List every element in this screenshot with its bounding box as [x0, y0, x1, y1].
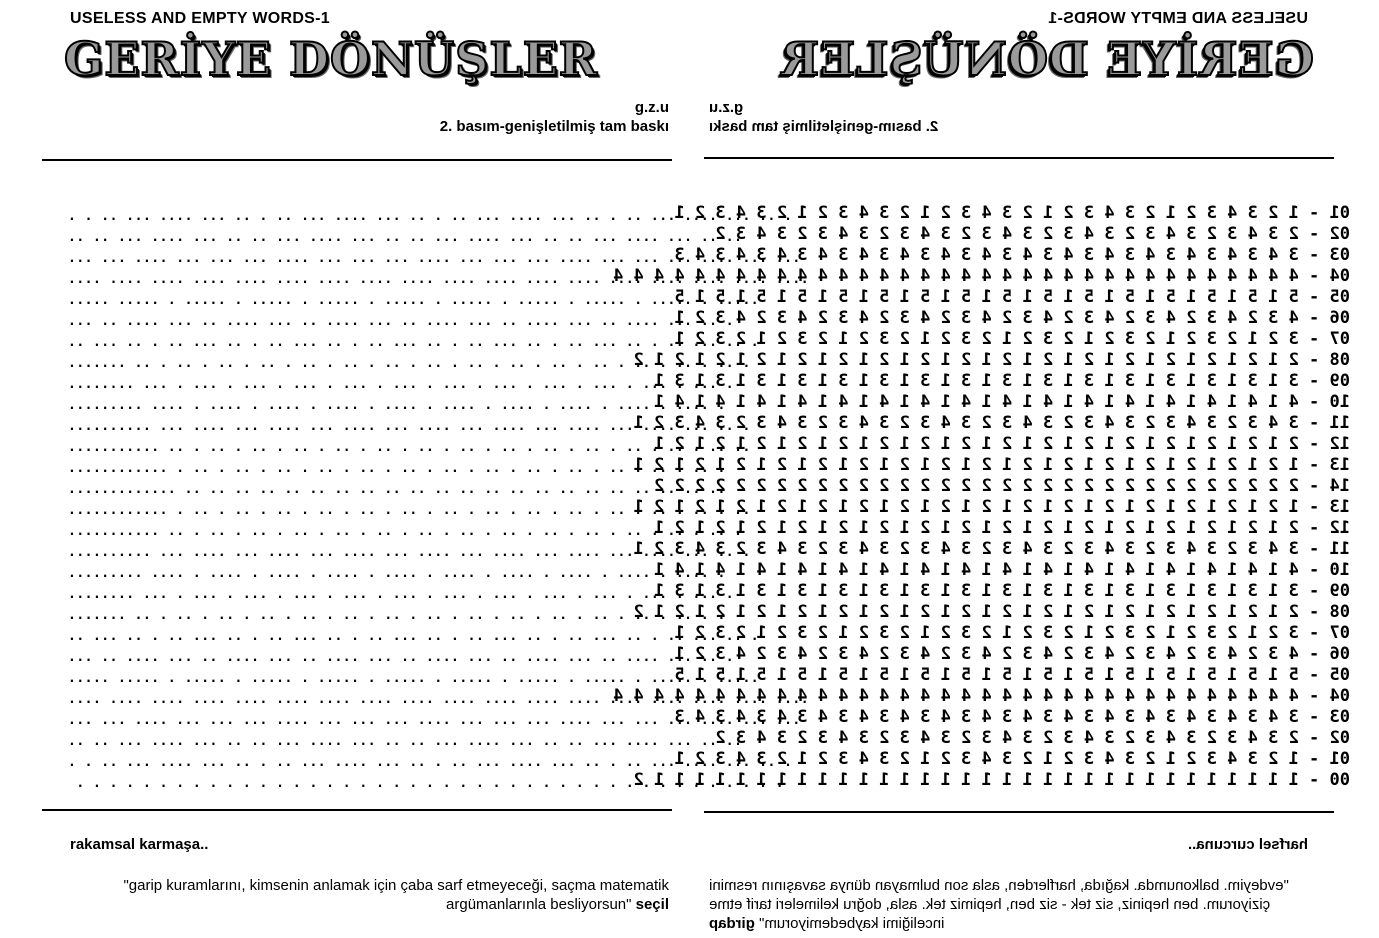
number-row: 05 - 5 1 5 1 5 1 5 1 5 1 5 1 5 1 5 1 5 1 5 1 5 1 5 1 5 1 5 1 5 1 5	[674, 287, 1350, 307]
dot-row: .. .. ... .... ... .. .. ... .... ... .. .. ... .... ... .. .. ... .... ... .. ..	[68, 230, 743, 245]
number-row: 14 - 2 2 2 2 2 2 2 2 2 2 2 2 2 2 2 2 2 2 2 2 2 2 2 2 2 2 2 2 2 2 2 2	[654, 476, 1350, 496]
dot-row: ........... .. . .. . .. . .. . .. . .. . .. . .. . .. . .. . .. . .. . .. . .. ..	[68, 440, 751, 455]
number-row: 06 - 4 3 2 4 3 2 4 3 2 4 3 2 4 3 2 4 3 2 4 3 2 4 3 2 4 3 2 4 3 2 1	[674, 644, 1350, 664]
edition-note: 2. basım-genişletilmiş tam baskı	[439, 118, 669, 135]
dot-row: ............ . .. . .. . .. . .. . .. . .. . .. . .. . .. . .. . .. . .. . .. .	[68, 461, 726, 476]
dot-row: . . . . . . . . . . . . . . . . . . . . . . . . . . . . . . . . . . . . . . . . . . .	[68, 776, 785, 791]
dot-row: ......... .... . .... . .... . .... . .... . .... . .... . .... . .... . .... .	[68, 398, 726, 413]
number-row: 12 - 2 1 2 1 2 1 2 1 2 1 2 1 2 1 2 1 2 1 2 1 2 1 2 1 2 1 2 1 2 1 2 1	[654, 434, 1350, 454]
dot-row: .. ... .. . .. ... .. . .. ... .. . .. ... .. . .. ... .. . .. ... .. . .. ... .. .	[68, 335, 760, 350]
number-row: 12 - 2 1 2 1 2 1 2 1 2 1 2 1 2 1 2 1 2 1 2 1 2 1 2 1 2 1 2 1 2 1 2 1	[654, 518, 1350, 538]
number-row: 04 - 4 4 4 4 4 4 4 4 4 4 4 4 4 4 4 4 4 4 4 4 4 4 4 4 4 4 4 4 4 4 4 4 4 4	[613, 686, 1350, 706]
dot-pattern	[68, 206, 810, 794]
bottom-divider	[42, 809, 672, 811]
quote-text: "garip kuramlarını, kimsenin anlamak için çaba sarf etmeyeceği, saçma matematik argümanlarınla besliyorsun"	[123, 877, 669, 913]
dot-row: ... ... .... ... ... ... .... ... ... ... .... ... ... ... .... ... ... ... .... ... ...	[68, 251, 801, 266]
dot-row: ........... .. . .. . .. . .. . .. . .. . .. . .. . .. . .. . .. . .. . .. . .. .	[68, 524, 743, 539]
number-row: 06 - 4 3 2 4 3 2 4 3 2 4 3 2 4 3 2 4 3 2 4 3 2 4 3 2 4 3 2 4 3 2 1	[674, 308, 1350, 328]
dot-row: ... .. .... ... .. .... ... .. .... ... .. .... ... .. .... ... .. .... ... .. .	[68, 650, 735, 665]
book-title: GERİYE DÖNÜŞLER	[64, 32, 598, 86]
dot-row: ....... .. . .. . .. . .. . .. . .. . .. . .. . .. . .. . .. . .. . .. . .. . .. .	[68, 356, 751, 371]
section-title: rakamsal karmaşa..	[70, 836, 209, 853]
quote-author: seçil	[635, 896, 669, 913]
dot-row: ....... .. . .. . .. . .. . .. . .. . .. . .. . .. . .. . .. . .. . .. . .. . .	[68, 608, 726, 623]
dot-row: ..... ..... . ..... . ..... . ..... . ..... . ..... . ..... . ..... . ..... . .....	[68, 671, 760, 686]
number-row: 10 - 4 1 4 1 4 1 4 1 4 1 4 1 4 1 4 1 4 1 4 1 4 1 4 1 4 1 4 1 4 1 4 1	[654, 560, 1350, 580]
number-row: 00 - 1 1 1 1 1 1 1 1 1 1 1 1 1 1 1 1 1 1 1 1 1 1 1 1 1 1 1 1 1 1 1 1 2	[633, 770, 1350, 790]
dot-row: ......... .... . .... . .... . .... . .... . .... . .... . .... . .... . .... .	[68, 566, 726, 581]
number-row: 03 - 3 4 3 4 3 4 3 4 3 4 3 4 3 4 3 4 3 4 3 4 3 4 3 4 3 4 3 4 3 4 3	[674, 245, 1350, 265]
quote	[69, 876, 669, 914]
number-row: 13 - 1 2 1 2 1 2 1 2 1 2 1 2 1 2 1 2 1 2 1 2 1 2 1 2 1 2 1 2 1 2 1 2 1	[633, 497, 1350, 517]
dot-row: .......... ... .... ... .... ... .... ... .... ... .... ... .... ... .... ... .. .	[68, 545, 751, 560]
dot-row: ..... ..... . ..... . ..... . ..... . ..... . ..... . ..... . ..... . ..... . .....	[68, 293, 760, 308]
number-row: 02 - 2 3 4 3 2 3 4 3 2 3 4 3 2 3 4 3 2 3 4 3 2 3 4 3 2 3 4 3 2	[715, 224, 1350, 244]
dot-row: . . .. ... .... ... .. . .. ... .... ... .. . .. ... .... ... .. . .. ... .... ... .. .	[68, 755, 793, 770]
dot-row: .... .... .... .... .... .... .... .... .... .... .... .... .... .... .... .... .... ....	[68, 692, 810, 707]
number-row: 08 - 2 1 2 1 2 1 2 1 2 1 2 1 2 1 2 1 2 1 2 1 2 1 2 1 2 1 2 1 2 1 2 1 2	[633, 350, 1350, 370]
number-row: 02 - 2 3 4 3 2 3 4 3 2 3 4 3 2 3 4 3 2 3 4 3 2 3 4 3 2 3 4 3 2	[715, 728, 1350, 748]
number-row: 08 - 2 1 2 1 2 1 2 1 2 1 2 1 2 1 2 1 2 1 2 1 2 1 2 1 2 1 2 1 2 1 2 1 2	[633, 602, 1350, 622]
edition-note: 2. basım-genişletilmiş tam baskı	[709, 118, 939, 135]
dot-row: .. .. ... .... ... .. .. ... .... ... .. .. ... .... ... .. .. ... .... ... .. ..	[68, 734, 743, 749]
number-row: 10 - 4 1 4 1 4 1 4 1 4 1 4 1 4 1 4 1 4 1 4 1 4 1 4 1 4 1 4 1 4 1 4 1	[654, 392, 1350, 412]
series-title: USELESS AND EMPTY WORDS-1	[70, 10, 330, 27]
dot-row: ... .. .... ... .. .... ... .. .... ... .. .... ... .. .... ... .. .... ... .. .	[68, 314, 735, 329]
dot-row: .......... ... .... ... .... ... .... ... .... ... .... ... .... ... .... ... .. .	[68, 419, 751, 434]
quote	[709, 876, 1309, 933]
number-row: 01 - 1 2 3 4 3 2 1 2 3 4 3 2 1 2 3 4 3 2 1 2 3 4 3 2 1 2 3 4 3 2 1	[674, 749, 1350, 769]
number-row: 11 - 3 4 3 2 3 4 3 2 3 4 3 2 3 4 3 2 3 4 3 2 3 4 3 2 3 4 3 2 3 4 3 2 1	[633, 413, 1350, 433]
number-row: 09 - 3 1 3 1 3 1 3 1 3 1 3 1 3 1 3 1 3 1 3 1 3 1 3 1 3 1 3 1 3 1 3 1	[654, 371, 1350, 391]
number-row: 01 - 1 2 3 4 3 2 1 2 3 4 3 2 1 2 3 4 3 2 1 2 3 4 3 2 1 2 3 4 3 2 1	[674, 203, 1350, 223]
number-pattern	[613, 203, 1350, 791]
dot-row: ............. .. .. .. .. .. .. .. .. .. .. .. .. .. .. .. .. .. .. .. .. .. ..	[68, 482, 726, 497]
number-row: 04 - 4 4 4 4 4 4 4 4 4 4 4 4 4 4 4 4 4 4 4 4 4 4 4 4 4 4 4 4 4 4 4 4 4 4	[613, 266, 1350, 286]
dot-row: ............ . .. . .. . .. . .. . .. . .. . .. . .. . .. . .. . .. . .. . .. . ..	[68, 503, 751, 518]
dot-row: .... .... .... .... .... .... .... .... .... .... .... .... .... .... .... .... .... ....	[68, 272, 810, 287]
top-divider	[704, 157, 1334, 159]
author: g.z.u	[634, 99, 669, 116]
section-title: harfsel curcuna..	[1187, 836, 1308, 853]
number-row: 07 - 3 2 1 2 3 2 1 2 3 2 1 2 3 2 1 2 3 2 1 2 3 2 1 2 3 2 1 2 3 2 1	[674, 329, 1350, 349]
number-row: 09 - 3 1 3 1 3 1 3 1 3 1 3 1 3 1 3 1 3 1 3 1 3 1 3 1 3 1 3 1 3 1 3 1	[654, 581, 1350, 601]
series-title: USELESS AND EMPTY WORDS-1	[1048, 10, 1308, 27]
author: g.z.u	[709, 99, 744, 116]
number-row: 13 - 1 2 1 2 1 2 1 2 1 2 1 2 1 2 1 2 1 2 1 2 1 2 1 2 1 2 1 2 1 2 1 2 1	[633, 455, 1350, 475]
number-row: 03 - 3 4 3 4 3 4 3 4 3 4 3 4 3 4 3 4 3 4 3 4 3 4 3 4 3 4 3 4 3 4 3	[674, 707, 1350, 727]
dot-row: ... ... .... ... ... ... .... ... ... ... .... ... ... ... .... ... ... ... .... ... ...	[68, 713, 801, 728]
number-row: 11 - 3 4 3 2 3 4 3 2 3 4 3 2 3 4 3 2 3 4 3 2 3 4 3 2 3 4 3 2 3 4 3 2 1	[633, 539, 1350, 559]
dot-row: .. ... .. . .. ... .. . .. ... .. . .. ... .. . .. ... .. . .. ... .. . .. ... .. .	[68, 629, 760, 644]
number-row: 07 - 3 2 1 2 3 2 1 2 3 2 1 2 3 2 1 2 3 2 1 2 3 2 1 2 3 2 1 2 3 2 1	[674, 623, 1350, 643]
dot-row: ........ ... . ... . ... . ... . ... . ... . ... . ... . ... . ... . ... . ... .	[68, 377, 735, 392]
quote-author: girdap	[709, 915, 755, 932]
book-title: GERİYE DÖNÜŞLER	[780, 32, 1314, 86]
top-divider	[42, 159, 672, 161]
number-row: 05 - 5 1 5 1 5 1 5 1 5 1 5 1 5 1 5 1 5 1 5 1 5 1 5 1 5 1 5 1 5 1 5	[674, 665, 1350, 685]
bottom-divider	[704, 811, 1334, 813]
dot-row: . . .. ... .... ... .. . .. ... .... ... .. . .. ... .... ... .. . .. ... .... ... .. .	[68, 209, 793, 224]
dot-row: ........ ... . ... . ... . ... . ... . ... . ... . ... . ... . ... . ... . ... .	[68, 587, 735, 602]
quote-text: "evdeyim. balkonumda. kağıda, harflerden, asla son bulmayan dünya savaşının resmini çiziyorum. ben hepiniz, siz tek - siz ben, hepimiz tek. asla, doğru kelimeleri tarif etme inceliğimi kaybedemiyorum"	[709, 877, 1289, 932]
